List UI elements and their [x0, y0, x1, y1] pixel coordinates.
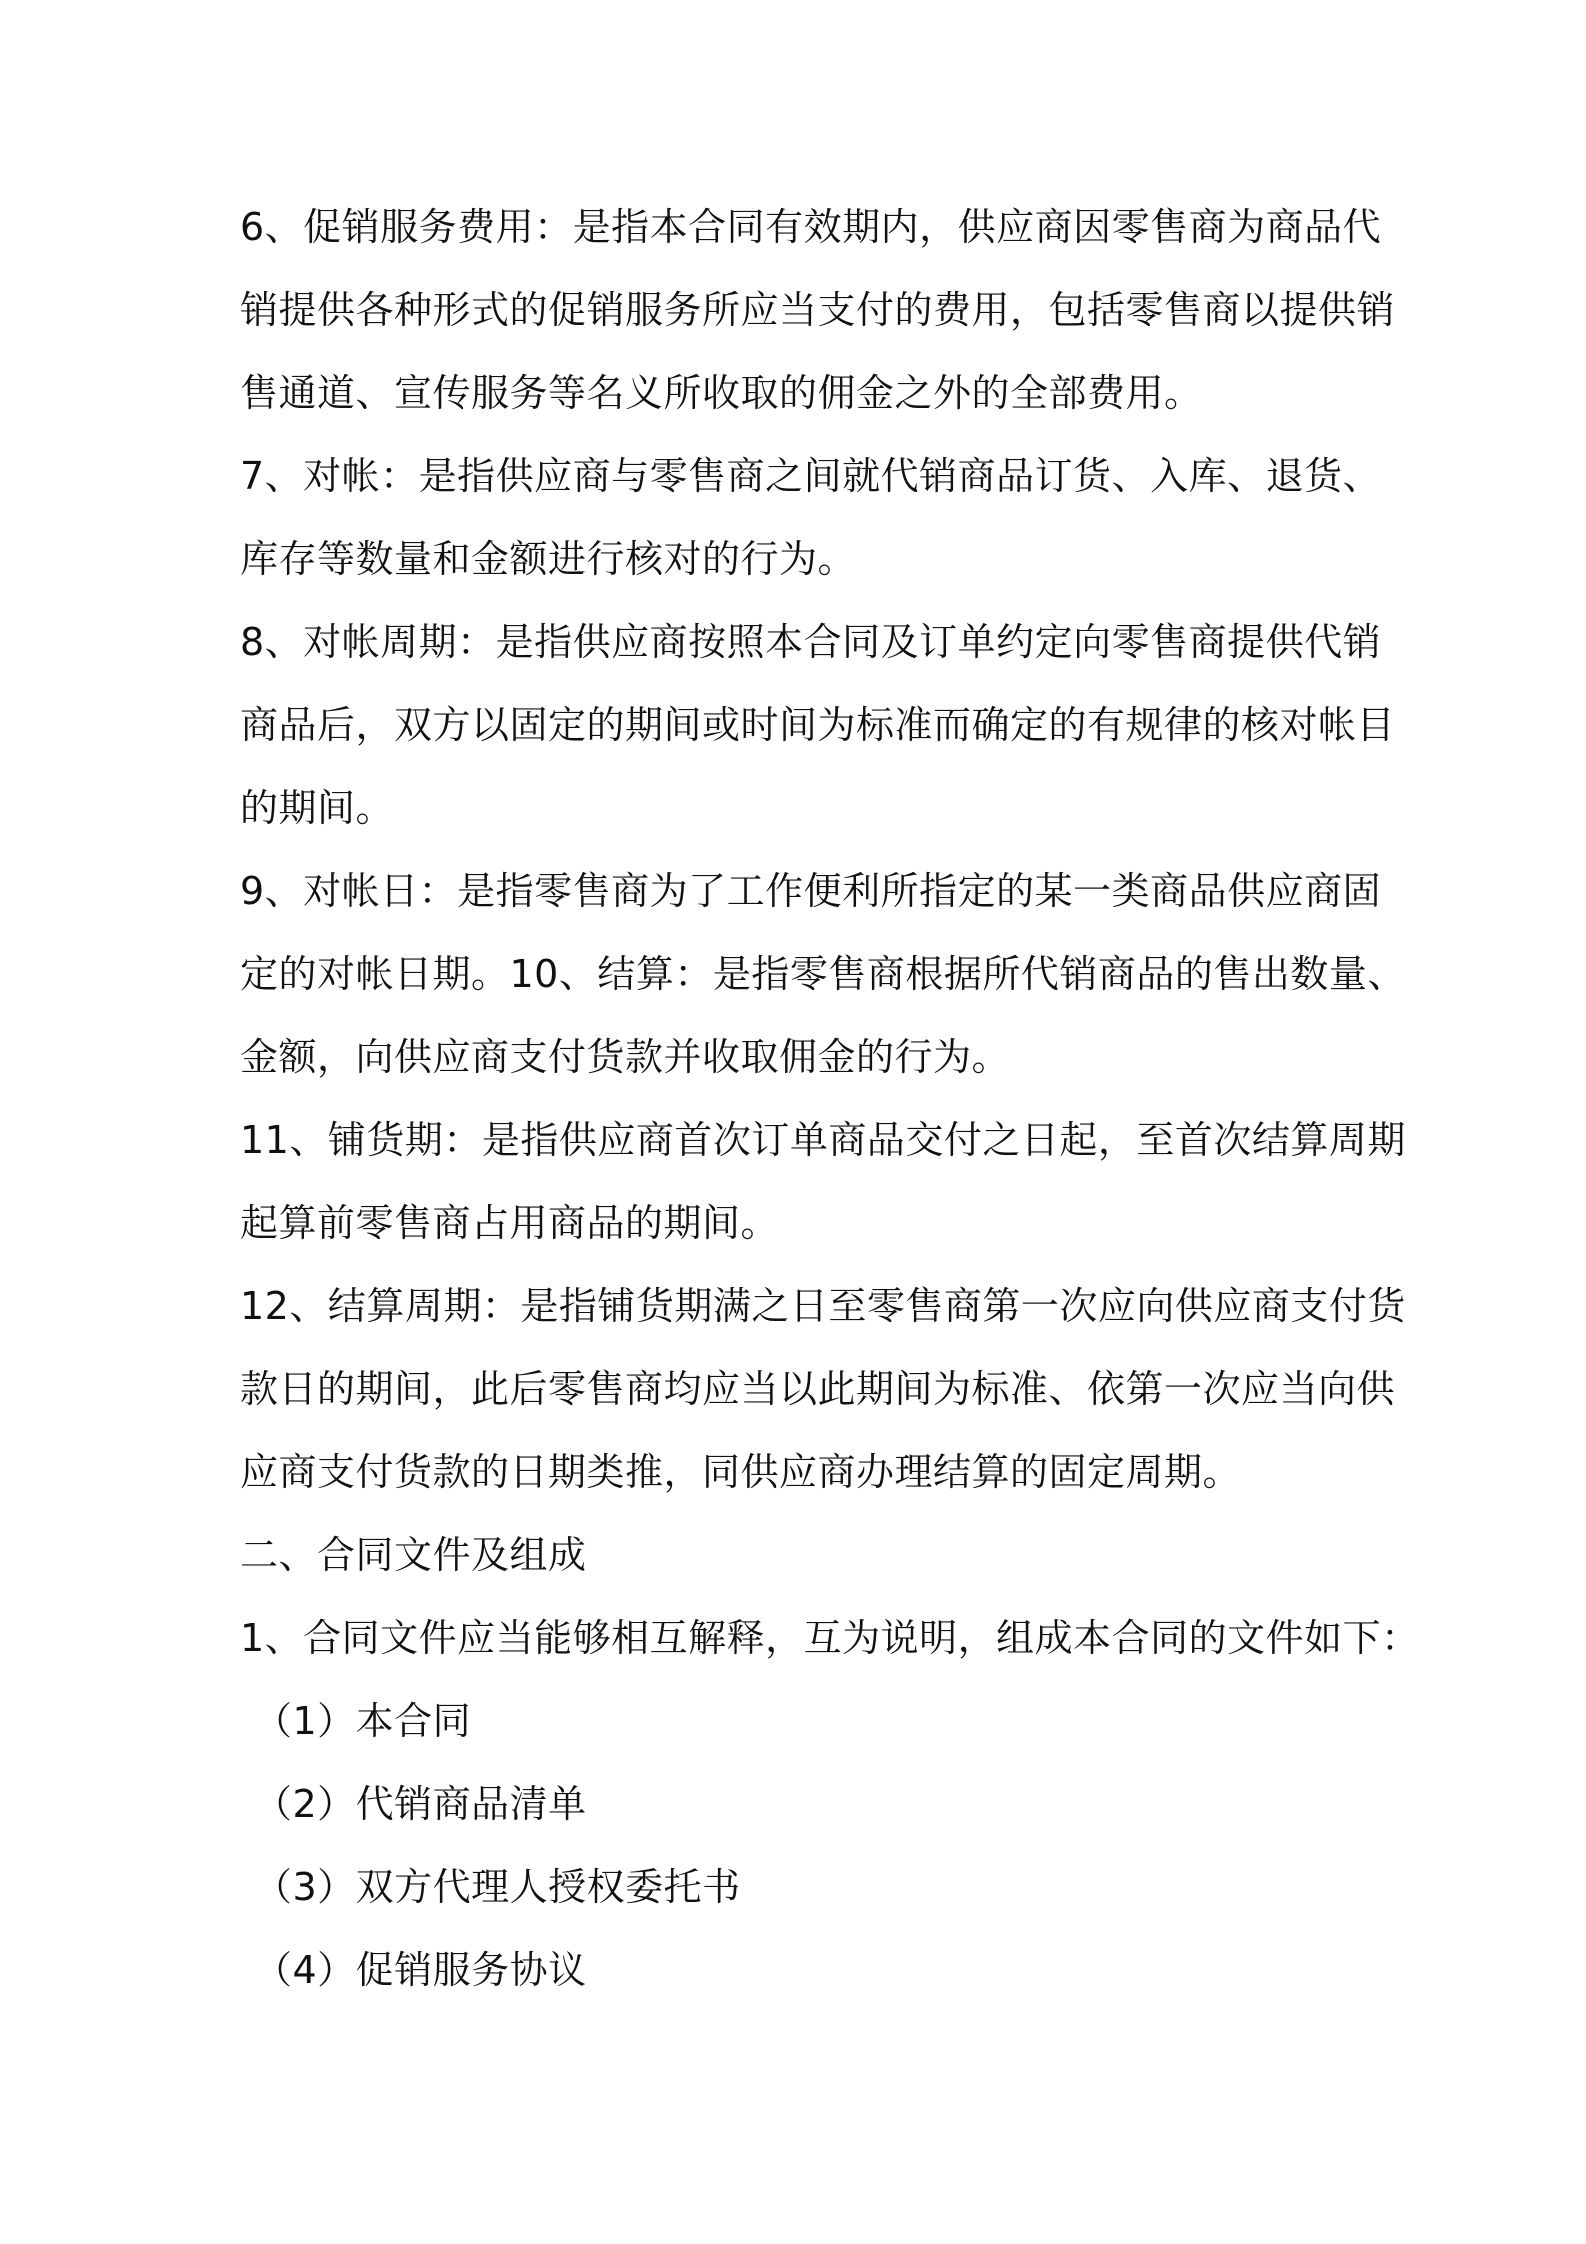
list-item-3: [240, 1846, 1370, 1929]
clause-9-10-reconciliation-day-settlement: [240, 850, 1406, 1099]
text-line: 商品后，双方以固定的期间或时间为标准而确定的有规律的核对帐目: [240, 703, 1396, 747]
text-line: （1）本合同: [254, 1699, 472, 1743]
document-body: [240, 186, 1420, 2012]
list-item-4: [240, 1929, 1370, 2012]
list-item-1: [240, 1680, 1370, 1763]
text-line: 定的对帐日期。10、结算：是指零售商根据所代销商品的售出数量、: [240, 952, 1406, 996]
section-2-heading: [240, 1514, 1370, 1597]
text-line: 库存等数量和金额进行核对的行为。: [240, 537, 857, 581]
text-line: 金额，向供应商支付货款并收取佣金的行为。: [240, 1035, 1011, 1079]
text-line: 7、对帐：是指供应商与零售商之间就代销商品订货、入库、退货、: [240, 454, 1382, 498]
text-line: 款日的期间，此后零售商均应当以此期间为标准、依第一次应当向供: [240, 1367, 1396, 1411]
text-line: （2）代销商品清单: [254, 1782, 587, 1826]
text-line: 9、对帐日：是指零售商为了工作便利所指定的某一类商品供应商固: [240, 869, 1382, 913]
text-line: 起算前零售商占用商品的期间。: [240, 1201, 780, 1245]
text-line: 售通道、宣传服务等名义所收取的佣金之外的全部费用。: [240, 371, 1203, 415]
text-line: （3）双方代理人授权委托书: [254, 1865, 741, 1909]
text-line: 6、促销服务费用：是指本合同有效期内，供应商因零售商为商品代: [240, 205, 1382, 249]
text-line: 8、对帐周期：是指供应商按照本合同及订单约定向零售商提供代销: [240, 620, 1382, 664]
text-line: 1、合同文件应当能够相互解释，互为说明，组成本合同的文件如下：: [240, 1616, 1420, 1660]
text-line: 应商支付货款的日期类推，同供应商办理结算的固定周期。: [240, 1450, 1242, 1494]
clause-11-stocking-period: [240, 1099, 1406, 1265]
clause-12-settlement-period: [240, 1265, 1406, 1514]
clause-8-reconciliation-period: [240, 601, 1396, 850]
clause-7-reconciliation: [240, 435, 1382, 601]
text-line: 二、合同文件及组成: [240, 1533, 587, 1577]
section-2-clause-1: [240, 1597, 1420, 1680]
text-line: （4）促销服务协议: [254, 1948, 587, 1992]
text-line: 销提供各种形式的促销服务所应当支付的费用，包括零售商以提供销: [240, 288, 1396, 332]
clause-6-promotion-fee: [240, 186, 1396, 435]
list-item-2: [240, 1763, 1370, 1846]
text-line: 11、铺货期：是指供应商首次订单商品交付之日起，至首次结算周期: [240, 1118, 1406, 1162]
text-line: 的期间。: [240, 786, 395, 830]
text-line: 12、结算周期：是指铺货期满之日至零售商第一次应向供应商支付货: [240, 1284, 1406, 1328]
